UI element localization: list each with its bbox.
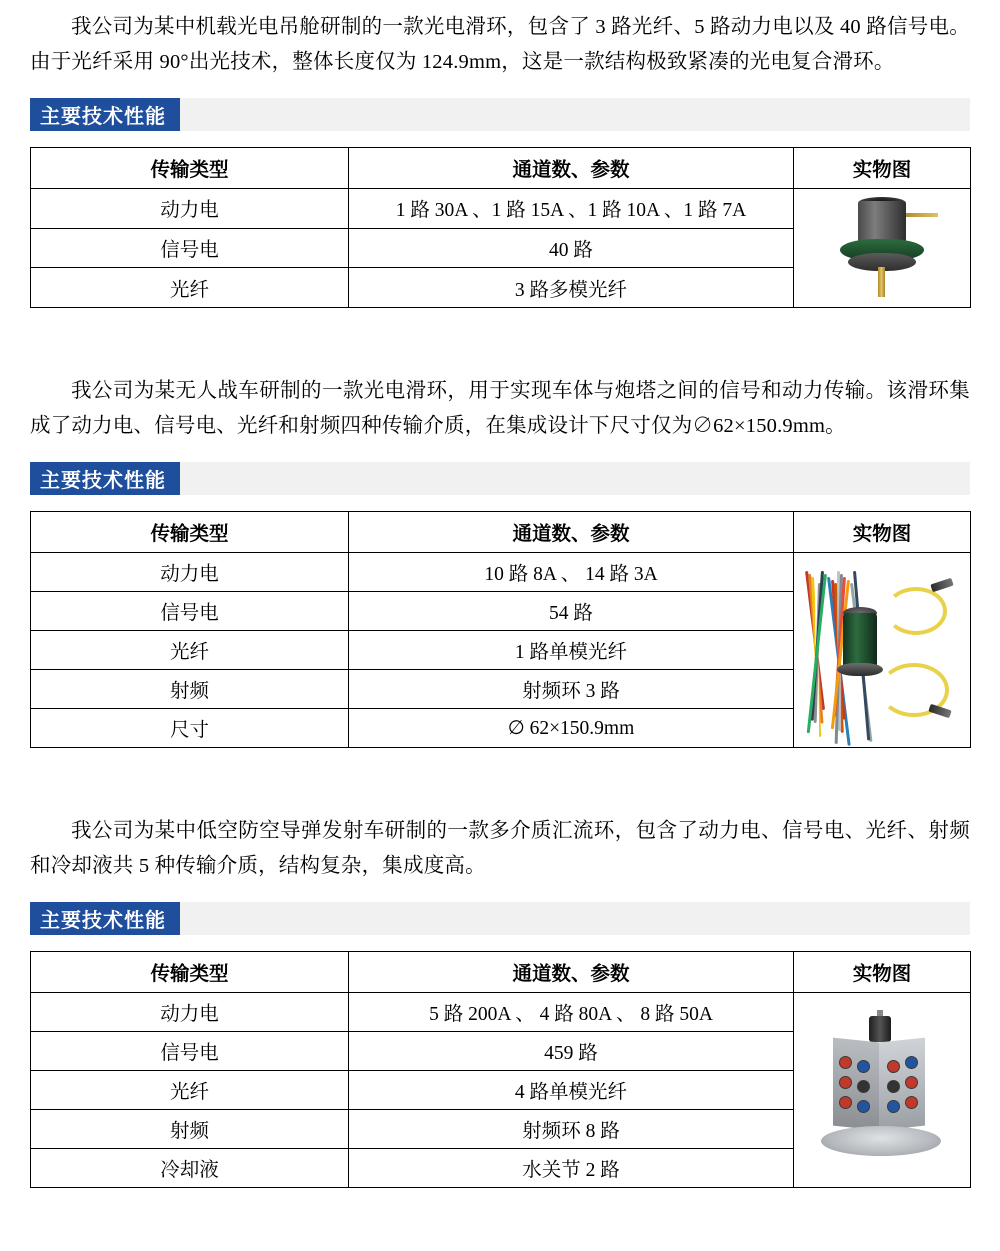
section-1-spec-table	[30, 147, 971, 308]
cell-type: 动力电	[31, 189, 349, 229]
cell-type: 尺寸	[31, 709, 349, 748]
section-1	[0, 10, 1000, 308]
section-2-heading	[30, 462, 970, 495]
column-header-photo: 实物图	[794, 512, 971, 553]
cell-type: 冷却液	[31, 1149, 349, 1188]
cell-type: 动力电	[31, 993, 349, 1032]
cell-param: 459 路	[349, 1032, 794, 1071]
column-header-type: 传输类型	[31, 512, 349, 553]
cell-param: 4 路单模光纤	[349, 1071, 794, 1110]
cell-param: 射频环 8 路	[349, 1110, 794, 1149]
cell-param: 1 路单模光纤	[349, 631, 794, 670]
section-3	[0, 814, 1000, 1188]
section-2-spec-table	[30, 511, 971, 748]
column-header-photo: 实物图	[794, 148, 971, 189]
cell-param: 3 路多模光纤	[349, 268, 794, 308]
section-3-heading-tail	[180, 902, 970, 935]
column-header-param: 通道数、参数	[349, 512, 794, 553]
cell-type: 光纤	[31, 1071, 349, 1110]
cell-type: 射频	[31, 670, 349, 709]
section-1-heading-tail	[180, 98, 970, 131]
compact-photoelectric-slip-ring-photo	[822, 189, 942, 307]
section-3-heading-label: 主要技术性能	[30, 902, 180, 935]
cell-type: 动力电	[31, 553, 349, 592]
cell-param: 54 路	[349, 592, 794, 631]
section-2-paragraph: 我公司为某无人战车研制的一款光电滑环，用于实现车体与炮塔之间的信号和动力传输。该滑环集成了动力电、信号电、光纤和射频四种传输介质，在集成设计下尺寸仅为∅62×150.9mm。	[30, 380, 970, 437]
table-row	[31, 553, 971, 592]
product-photo-cell	[794, 993, 971, 1188]
product-photo-cell	[794, 189, 971, 308]
section-3-heading	[30, 902, 970, 935]
cell-param: 40 路	[349, 228, 794, 268]
section-2	[0, 374, 1000, 748]
cell-param: 10 路 8A 、 14 路 3A	[349, 553, 794, 592]
section-1-paragraph: 我公司为某中机载光电吊舱研制的一款光电滑环，包含了 3 路光纤、5 路动力电以及 40 路信号电。由于光纤采用 90°出光技术，整体长度仅为 124.9mm，这是一款结构极致紧凑的光电复合滑环。	[30, 16, 970, 73]
document-page	[0, 10, 1000, 1251]
section-3-spec-table	[30, 951, 971, 1188]
table-header-row	[31, 512, 971, 553]
column-header-type: 传输类型	[31, 952, 349, 993]
column-header-param: 通道数、参数	[349, 148, 794, 189]
product-photo-cell	[794, 553, 971, 748]
cell-param: ∅ 62×150.9mm	[349, 709, 794, 748]
cell-type: 信号电	[31, 592, 349, 631]
cell-param: 水关节 2 路	[349, 1149, 794, 1188]
table-header-row	[31, 952, 971, 993]
section-1-heading-label: 主要技术性能	[30, 98, 180, 131]
cell-type: 光纤	[31, 268, 349, 308]
unmanned-vehicle-slip-ring-photo	[799, 555, 965, 745]
cell-param: 5 路 200A 、 4 路 80A 、 8 路 50A	[349, 993, 794, 1032]
table-row	[31, 189, 971, 229]
section-3-paragraph: 我公司为某中低空防空导弹发射车研制的一款多介质汇流环，包含了动力电、信号电、光纤、射频和冷却液共 5 种传输介质，结构复杂，集成度高。	[30, 820, 970, 877]
table-header-row	[31, 148, 971, 189]
column-header-photo: 实物图	[794, 952, 971, 993]
cell-param: 1 路 30A 、1 路 15A 、1 路 10A 、1 路 7A	[349, 189, 794, 229]
cell-type: 信号电	[31, 228, 349, 268]
section-2-heading-label: 主要技术性能	[30, 462, 180, 495]
cell-type: 光纤	[31, 631, 349, 670]
column-header-type: 传输类型	[31, 148, 349, 189]
cell-type: 信号电	[31, 1032, 349, 1071]
cell-type: 射频	[31, 1110, 349, 1149]
section-2-heading-tail	[180, 462, 970, 495]
table-row	[31, 993, 971, 1032]
cell-param: 射频环 3 路	[349, 670, 794, 709]
missile-launcher-multi-media-slip-ring-photo	[807, 1010, 957, 1170]
section-1-heading	[30, 98, 970, 131]
column-header-param: 通道数、参数	[349, 952, 794, 993]
